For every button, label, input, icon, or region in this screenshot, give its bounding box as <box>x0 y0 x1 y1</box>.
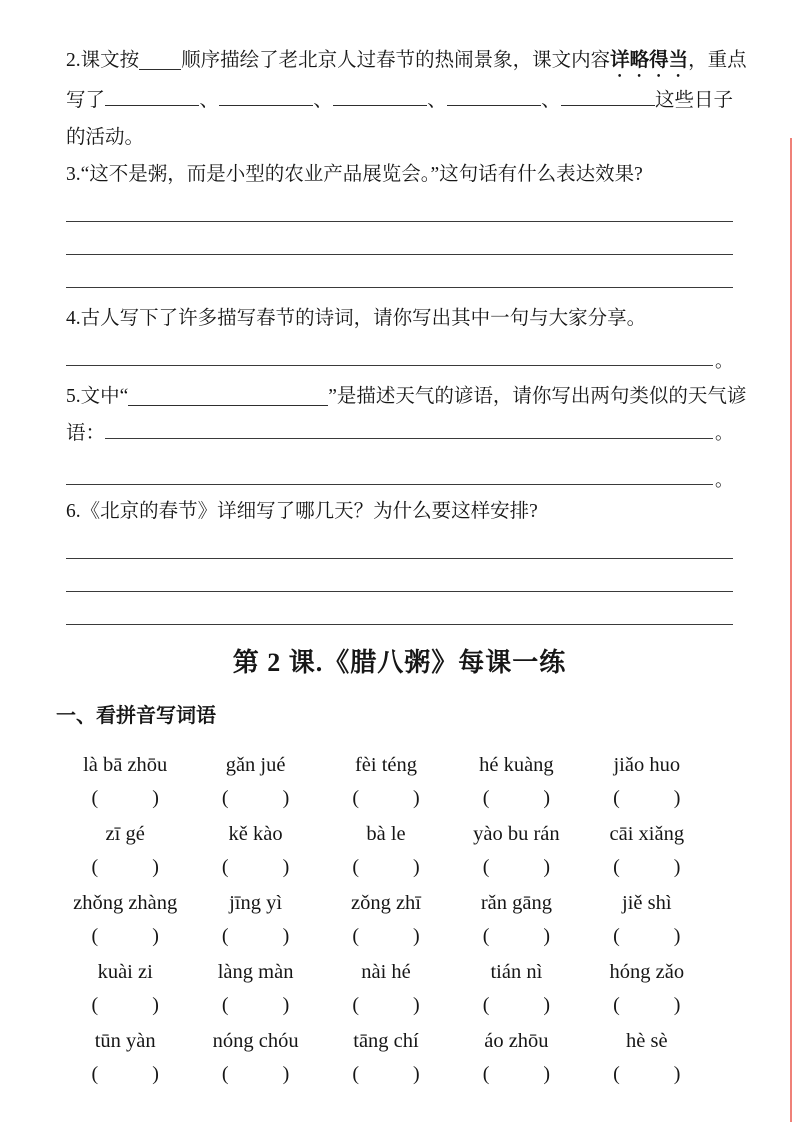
paren-open-char: ( <box>91 786 99 809</box>
lesson-title: 第 2 课.《腊八粥》每课一练 <box>232 648 567 677</box>
paren-close-char: ) <box>673 1062 681 1085</box>
list-separator: 、 <box>199 90 219 111</box>
paren-open-char: ( <box>482 993 490 1016</box>
paren-open-char: ( <box>482 786 490 809</box>
pinyin-word: jīng yì <box>229 891 283 914</box>
fill-in-blank <box>105 101 199 106</box>
answer-parens <box>190 1058 320 1090</box>
fill-in-blank <box>128 401 328 406</box>
question-4 <box>66 300 733 370</box>
paren-close-char: ) <box>152 924 159 947</box>
paren-open-char: ( <box>91 855 99 878</box>
paren-close-char: ) <box>282 855 290 878</box>
answer-line <box>66 226 733 259</box>
answer-period: 。 <box>715 351 733 371</box>
answer-parens <box>451 920 581 952</box>
paren-open-char: ( <box>613 924 620 947</box>
question-2-line-3: 的活动。 <box>66 127 145 148</box>
answer-rule <box>66 558 733 559</box>
answer-parens <box>321 989 451 1021</box>
fill-in-blank <box>447 101 541 106</box>
answer-rule <box>105 438 713 439</box>
answer-line <box>66 563 733 596</box>
fill-in-blank <box>333 101 427 106</box>
pinyin-word: cāi xiǎng <box>609 822 685 845</box>
question-3-text: 3.“这不是粥，而是小型的农业产品展览会。”这句话有什么表达效果? <box>66 164 643 185</box>
answer-line <box>66 337 733 370</box>
paren-open-char: ( <box>221 855 229 878</box>
pinyin-word: fèi téng <box>354 753 418 776</box>
answer-parens <box>60 1058 190 1090</box>
paren-close-char: ) <box>412 924 420 947</box>
paren-open-char: ( <box>221 993 229 1016</box>
question-5-text-a: 5.文中“ <box>66 386 129 407</box>
pinyin-word: bà le <box>366 822 406 845</box>
question-2-line-2 <box>66 82 733 119</box>
question-2-text-d: 写了 <box>66 90 106 111</box>
answer-parens <box>321 851 451 883</box>
pinyin-row-group <box>60 886 712 952</box>
answer-parens <box>60 782 190 814</box>
paren-close-char: ) <box>543 993 551 1016</box>
answer-parens <box>190 851 320 883</box>
paren-close-char: ) <box>673 855 681 878</box>
paren-open-char: ( <box>482 1062 490 1085</box>
pinyin-word: nài hé <box>361 960 411 983</box>
answer-parens <box>451 782 581 814</box>
question-5-text-c: 语： <box>66 423 106 444</box>
answer-parens <box>582 920 712 952</box>
pinyin-word: kuài zi <box>97 960 153 983</box>
pinyin-word: tián nì <box>490 960 543 983</box>
answer-parens <box>60 989 190 1021</box>
section-heading: 一、看拼音写词语 <box>56 705 216 727</box>
answer-rule <box>66 365 713 366</box>
answer-line <box>66 456 733 489</box>
paren-close-char: ) <box>282 993 290 1016</box>
pinyin-word: làng màn <box>217 960 294 983</box>
pinyin-word: nóng chóu <box>212 1029 299 1052</box>
paren-close-char: ) <box>152 1062 159 1085</box>
pinyin-word: tūn yàn <box>94 1029 156 1052</box>
answer-parens <box>60 920 190 952</box>
question-5-text-b: ”是描述天气的谚语，请你写出两句类似的天气谚 <box>328 386 747 407</box>
pinyin-row-group <box>60 748 712 814</box>
paren-close-char: ) <box>282 1062 290 1085</box>
pinyin-word: là bā zhōu <box>83 753 168 776</box>
paren-close-char: ) <box>412 1062 420 1085</box>
answer-parens <box>321 920 451 952</box>
fill-in-blank <box>561 101 655 106</box>
answer-line <box>66 193 733 226</box>
fill-in-blank <box>219 101 313 106</box>
paren-open-char: ( <box>91 1062 99 1085</box>
paren-open-char: ( <box>221 1062 229 1085</box>
answer-rule <box>66 221 733 222</box>
paren-open-char: ( <box>352 786 359 809</box>
paren-open-char: ( <box>613 855 620 878</box>
paren-open-char: ( <box>352 924 359 947</box>
question-6-text: 6.《北京的春节》详细写了哪几天？为什么要这样安排? <box>66 501 538 522</box>
paren-close-char: ) <box>282 924 290 947</box>
paren-close-char: ) <box>543 924 551 947</box>
paren-open-char: ( <box>352 855 359 878</box>
paren-open-char: ( <box>613 993 620 1016</box>
question-2-line-1 <box>66 42 747 82</box>
pinyin-word: áo zhōu <box>484 1029 549 1052</box>
answer-parens <box>582 851 712 883</box>
answer-parens <box>451 989 581 1021</box>
pinyin-grid <box>60 748 712 1090</box>
answer-parens <box>451 1058 581 1090</box>
paren-close-char: ) <box>543 855 551 878</box>
paren-close-char: ) <box>152 993 159 1016</box>
list-separator: 、 <box>313 90 333 111</box>
answer-period: 。 <box>715 470 733 490</box>
pinyin-word: zī gé <box>105 822 145 845</box>
paren-close-char: ) <box>282 786 290 809</box>
pinyin-word: gǎn jué <box>225 753 286 776</box>
question-2-text-c: ，重点 <box>688 50 747 71</box>
question-5 <box>66 378 747 490</box>
question-2 <box>66 42 747 156</box>
paren-close-char: ) <box>543 786 551 809</box>
question-2-text-e: 这些日子 <box>654 90 733 111</box>
pinyin-word: hóng zǎo <box>609 960 685 983</box>
paren-close-char: ) <box>152 855 159 878</box>
pinyin-word: rǎn gāng <box>480 891 552 914</box>
answer-rule <box>66 484 713 485</box>
question-2-emphasized-text: 详略得当 <box>610 50 689 71</box>
answer-parens <box>451 851 581 883</box>
question-5-line-1 <box>66 378 747 415</box>
pinyin-word: hé kuàng <box>479 753 554 776</box>
answer-parens <box>582 1058 712 1090</box>
answer-parens <box>321 1058 451 1090</box>
paren-close-char: ) <box>412 855 420 878</box>
paren-open-char: ( <box>91 993 99 1016</box>
list-separator: 、 <box>541 90 561 111</box>
pinyin-word: yào bu rán <box>473 822 560 845</box>
answer-parens <box>582 989 712 1021</box>
fill-in-blank <box>139 65 181 70</box>
paren-open-char: ( <box>352 1062 359 1085</box>
paren-close-char: ) <box>412 993 420 1016</box>
pinyin-row-group <box>60 817 712 883</box>
answer-rule <box>66 287 733 288</box>
question-5-line-2 <box>66 415 733 452</box>
answer-rule <box>66 591 733 592</box>
pinyin-row-group <box>60 1024 712 1090</box>
paren-open-char: ( <box>613 1062 620 1085</box>
question-3 <box>66 156 733 292</box>
answer-period: 。 <box>715 423 733 443</box>
pinyin-word: jiǎo huo <box>613 753 681 776</box>
answer-line <box>66 259 733 292</box>
paren-close-char: ) <box>673 924 681 947</box>
paren-close-char: ) <box>152 786 159 809</box>
pinyin-word: kě kào <box>228 822 283 845</box>
paren-open-char: ( <box>352 993 359 1016</box>
paren-open-char: ( <box>613 786 620 809</box>
answer-parens <box>190 989 320 1021</box>
question-4-text: 4.古人写下了许多描写春节的诗词，请你写出其中一句与大家分享。 <box>66 308 647 329</box>
pinyin-row-group <box>60 955 712 1021</box>
paren-open-char: ( <box>221 924 229 947</box>
pinyin-word: zǒng zhī <box>350 891 421 914</box>
paren-open-char: ( <box>482 924 490 947</box>
question-2-text-b: 顺序描绘了老北京人过春节的热闹景象，课文内容 <box>181 50 611 71</box>
paren-open-char: ( <box>221 786 229 809</box>
question-6 <box>66 493 733 629</box>
answer-parens <box>321 782 451 814</box>
answer-rule <box>66 254 733 255</box>
list-separator: 、 <box>427 90 447 111</box>
paren-close-char: ) <box>673 786 681 809</box>
pinyin-word: zhǒng zhàng <box>73 891 178 914</box>
question-2-text-a: 2.课文按 <box>66 50 140 71</box>
pinyin-word: tāng chí <box>353 1029 419 1052</box>
answer-rule <box>66 624 733 625</box>
answer-line <box>66 596 733 629</box>
paren-open-char: ( <box>482 855 490 878</box>
paren-close-char: ) <box>673 993 681 1016</box>
answer-parens <box>190 920 320 952</box>
paren-close-char: ) <box>412 786 420 809</box>
answer-parens <box>190 782 320 814</box>
paren-open-char: ( <box>91 924 99 947</box>
page-edge-marker <box>790 138 792 1122</box>
answer-line <box>66 530 733 563</box>
paren-close-char: ) <box>543 1062 551 1085</box>
pinyin-word: hè sè <box>626 1029 668 1052</box>
answer-parens <box>582 782 712 814</box>
pinyin-word: jiě shì <box>622 891 672 914</box>
answer-parens <box>60 851 190 883</box>
